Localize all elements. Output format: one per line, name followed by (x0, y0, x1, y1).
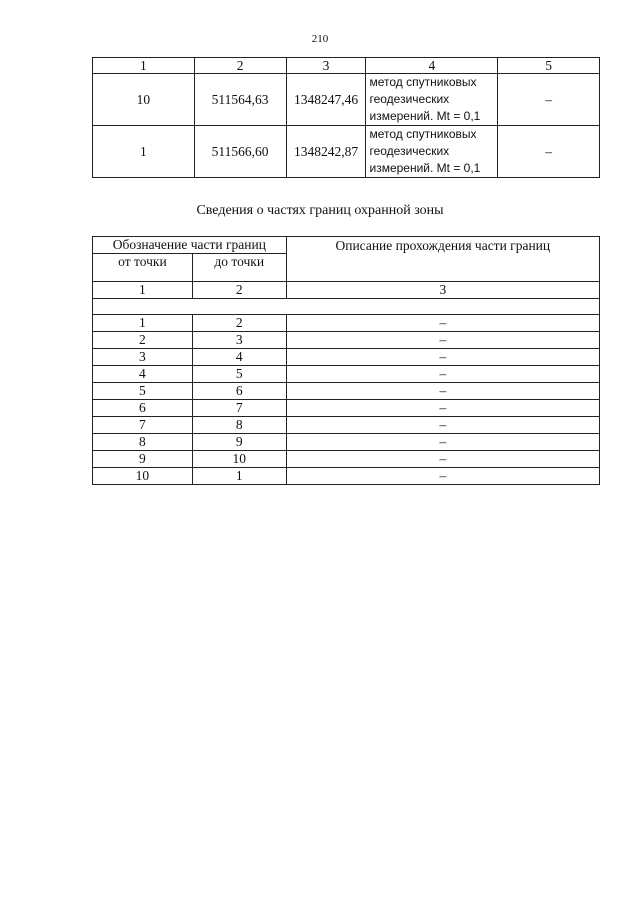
table-row (93, 126, 600, 178)
to-point: 8 (192, 417, 286, 434)
header-from-cell: от точки (93, 254, 193, 282)
column-number: 1 (93, 282, 193, 299)
to-point: 6 (192, 383, 286, 400)
method-line: метод спутниковых (369, 127, 477, 141)
from-point: 1 (93, 315, 193, 332)
description-cell: – (286, 349, 599, 366)
coordinate-x: 511564,63 (194, 74, 286, 126)
from-point: 4 (93, 366, 193, 383)
empty-row (93, 299, 600, 315)
table-row (93, 315, 600, 332)
coordinate-x: 511566,60 (194, 126, 286, 178)
header-description-cell: Описание прохождения части границ (286, 237, 599, 282)
column-number: 3 (286, 282, 599, 299)
header-cell: 4 (366, 58, 498, 74)
point-number: 10 (93, 74, 195, 126)
table-row (93, 468, 600, 485)
table-row (93, 434, 600, 451)
header-to-cell: до точки (192, 254, 286, 282)
note-cell: – (498, 126, 600, 178)
to-point: 7 (192, 400, 286, 417)
empty-cell (93, 299, 600, 315)
table-row (93, 451, 600, 468)
to-point: 2 (192, 315, 286, 332)
section-title: Сведения о частях границ охранной зоны (196, 203, 444, 218)
to-point: 5 (192, 366, 286, 383)
table-header-row (93, 58, 600, 74)
to-point: 10 (192, 451, 286, 468)
column-number-row (93, 282, 600, 299)
method-line: метод спутниковых (369, 75, 477, 89)
method-line: измерений. Mt = 0,1 (369, 161, 481, 175)
page-number: 210 (311, 33, 329, 45)
description-cell: – (286, 332, 599, 349)
from-point: 2 (93, 332, 193, 349)
coordinates-table (92, 57, 600, 178)
to-point: 3 (192, 332, 286, 349)
boundary-parts-table (92, 236, 600, 485)
description-cell: – (286, 451, 599, 468)
from-point: 8 (93, 434, 193, 451)
table-row (93, 400, 600, 417)
column-number: 2 (192, 282, 286, 299)
to-point: 9 (192, 434, 286, 451)
table-row (93, 417, 600, 434)
method-line: геодезических (369, 92, 450, 106)
header-group-cell: Обозначение части границ (93, 237, 287, 254)
table-row (93, 332, 600, 349)
table-row (93, 74, 600, 126)
description-cell: – (286, 417, 599, 434)
description-cell: – (286, 383, 599, 400)
point-number: 1 (93, 126, 195, 178)
description-cell: – (286, 400, 599, 417)
table-row (93, 349, 600, 366)
description-cell: – (286, 434, 599, 451)
from-point: 6 (93, 400, 193, 417)
from-point: 10 (93, 468, 193, 485)
header-cell: 1 (93, 58, 195, 74)
table-row (93, 383, 600, 400)
from-point: 9 (93, 451, 193, 468)
method-cell (366, 126, 498, 178)
coordinate-y: 1348247,46 (286, 74, 366, 126)
method-cell (366, 74, 498, 126)
method-line: измерений. Mt = 0,1 (369, 109, 481, 123)
from-point: 3 (93, 349, 193, 366)
to-point: 4 (192, 349, 286, 366)
to-point: 1 (192, 468, 286, 485)
description-cell: – (286, 366, 599, 383)
from-point: 5 (93, 383, 193, 400)
note-cell: – (498, 74, 600, 126)
description-cell: – (286, 315, 599, 332)
table-row (93, 366, 600, 383)
coordinate-y: 1348242,87 (286, 126, 366, 178)
description-cell: – (286, 468, 599, 485)
from-point: 7 (93, 417, 193, 434)
header-cell: 3 (286, 58, 366, 74)
header-cell: 5 (498, 58, 600, 74)
table-header-row (93, 237, 600, 254)
method-line: геодезических (369, 144, 450, 158)
header-cell: 2 (194, 58, 286, 74)
